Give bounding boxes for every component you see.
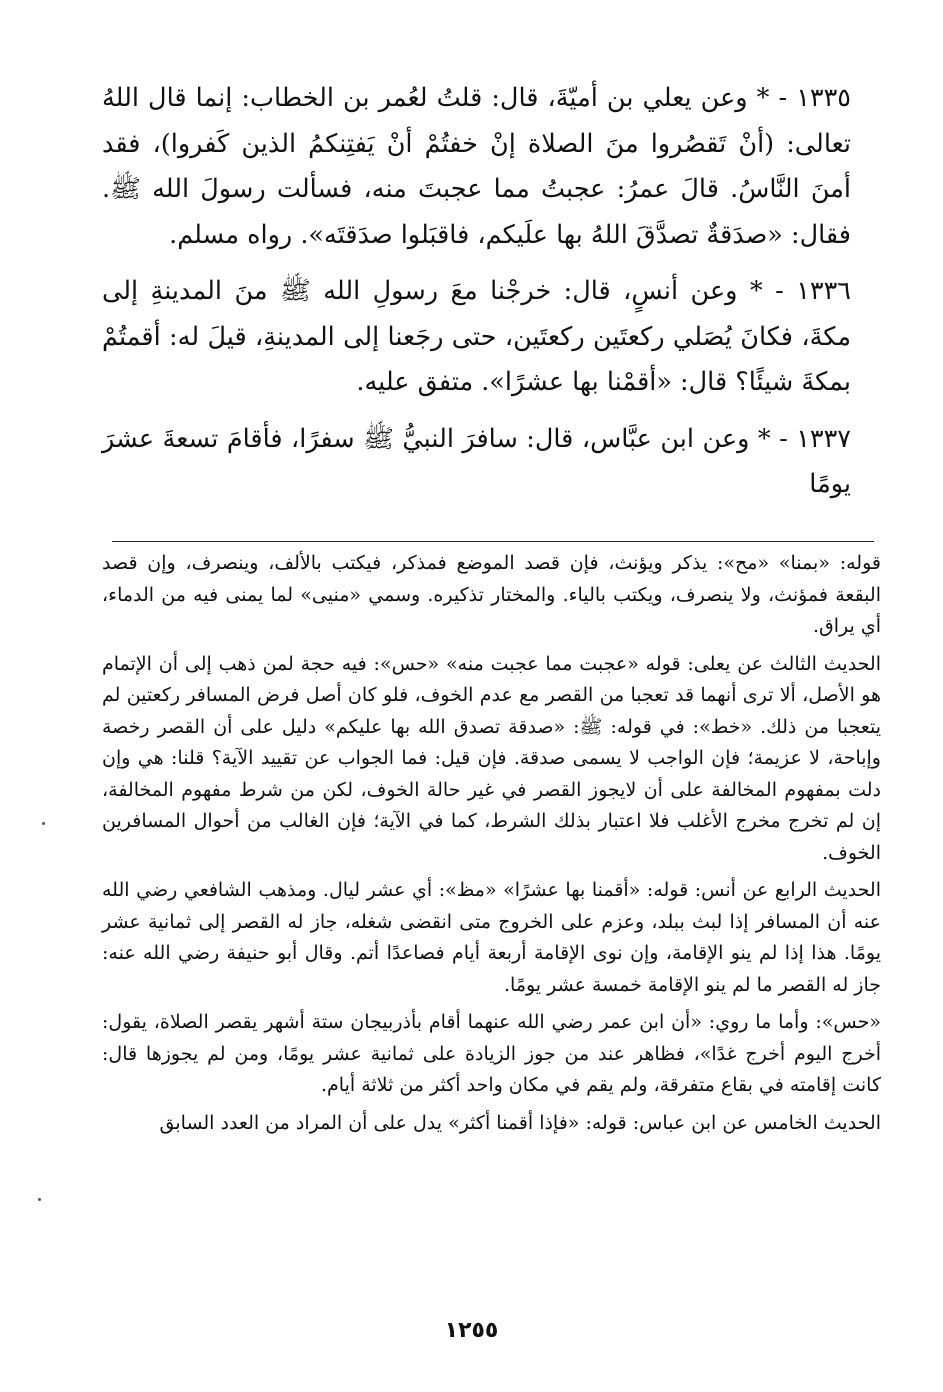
footnote-hadith-3: الحديث الثالث عن يعلى: قوله «عجبت مما عجبت منه» «حس»: فيه حجة لمن ذهب إلى أن الإتمام هو الأصل، ألا ترى أنهما قد تعجبا من القصر مع عدم الخوف، فلو كان أصل فرض المسافر ركعتين لم يتعجبا من ذلك. «خط»: في قوله: ﷺ: «صدقة تصدق الله بها عليكم» دليل على أن القصر رخصة وإباحة، لا عزيمة؛ فإن الواجب لا يسمى صدقة. فإن قيل: فما الجواب عن تقييد الآية؟ قلنا: هي وإن دلت بمفهوم المخالفة على أن لايجوز القصر في غير حالة الخوف، لكن من شرط مفهوم المخالفة، إن لم تخرج مخرج الأغلب فلا اعتبار بذلك الشرط، كما في الآية؛ فإن الغالب من أحوال المسافرين الخوف. bbox=[102, 652, 881, 864]
footnote-mina: قوله: «بمنا» «مح»: يذكر ويؤنث، فإن قصد الموضع فمذكر، فيكتب بالألف، وينصرف، وإن قصد البقعة فمؤنث، ولا ينصرف، ويكتب بالياء. والمختار تذكيره. وسمي «منيى» لما يمنى فيه من الدماء، أي يراق. bbox=[102, 552, 881, 637]
hadith-text bbox=[102, 76, 851, 519]
scan-speck bbox=[42, 822, 45, 825]
footnote-divider bbox=[112, 541, 874, 542]
footnote-ibn-umar: «حس»: وأما ما روي: «أن ابن عمر رضي الله عنهما أقام بأذربيجان ستة أشهر يقصر الصلاة، يقول: أخرج اليوم أخرج غدًا»، فظاهر عند من جوز الزيادة على ثمانية عشر يومًا، ومن لم يجوزها قال: كانت إقامته في بقاع متفرقة، ولم يقم في مكان واحد أكثر من ثلاثة أيام. bbox=[102, 1011, 881, 1096]
footnote-hadith-5: الحديث الخامس عن ابن عباس: قوله: «فإذا أقمنا أكثر» يدل على أن المراد من العدد السابق bbox=[159, 1111, 881, 1134]
hadith-1337: ١٣٣٧ - * وعن ابن عبَّاس، قال: سافرَ النبيُّ ﷺ سفرًا، فأقامَ تسعةَ عشرَ يومًا bbox=[102, 423, 851, 499]
hadith-1335: ١٣٣٥ - * وعن يعلي بن أميّةَ، قال: قلتُ لعُمر بن الخطاب: إنما قال اللهُ تعالى: (أنْ تَقصُروا منَ الصلاة إنْ خفتُمْ أنْ يَفتِنكمُ الذين كَفروا)، فقد أمنَ النَّاسُ. قالَ عمرُ: عجبتُ مما عجبتَ منه، فسألت رسولَ الله ﷺ. فقال: «صدَقةٌ تصدَّقَ اللهُ بها علَيكم، فاقبَلوا صدَقتَه». رواه مسلم. bbox=[102, 83, 851, 250]
footnote-hadith-4: الحديث الرابع عن أنس: قوله: «أقمنا بها عشرًا» «مظ»: أي عشر ليال. ومذهب الشافعي رضي الله عنه أن المسافر إذا لبث ببلد، وعزم على الخروج متى انقضى شغله، جاز له القصر إلى ثمانية عشر يومًا. هذا إذا لم ينو الإقامة، وإن نوى الإقامة أربعة أيام فصاعدًا أتم. وقال أبو حنيفة رضي الله عنه: جاز له القصر ما لم ينو الإقامة خمسة عشر يومًا. bbox=[102, 879, 881, 996]
footnotes bbox=[102, 548, 881, 1145]
hadith-1336: ١٣٣٦ - * وعن أنسٍ، قال: خرجْنا معَ رسولِ الله ﷺ منَ المدينةِ إلى مكةَ، فكانَ يُصَلي ركعتَين ركعتَين، حتى رجَعنا إلى المدينةِ، قيلَ له: أقمتُمْ بمكةَ شيئًا؟ قال: «أقمْنا بها عشرًا». متفق عليه. bbox=[102, 276, 851, 397]
page-number: ١٢٥٥ bbox=[444, 1318, 499, 1343]
scan-speck bbox=[38, 1198, 41, 1201]
